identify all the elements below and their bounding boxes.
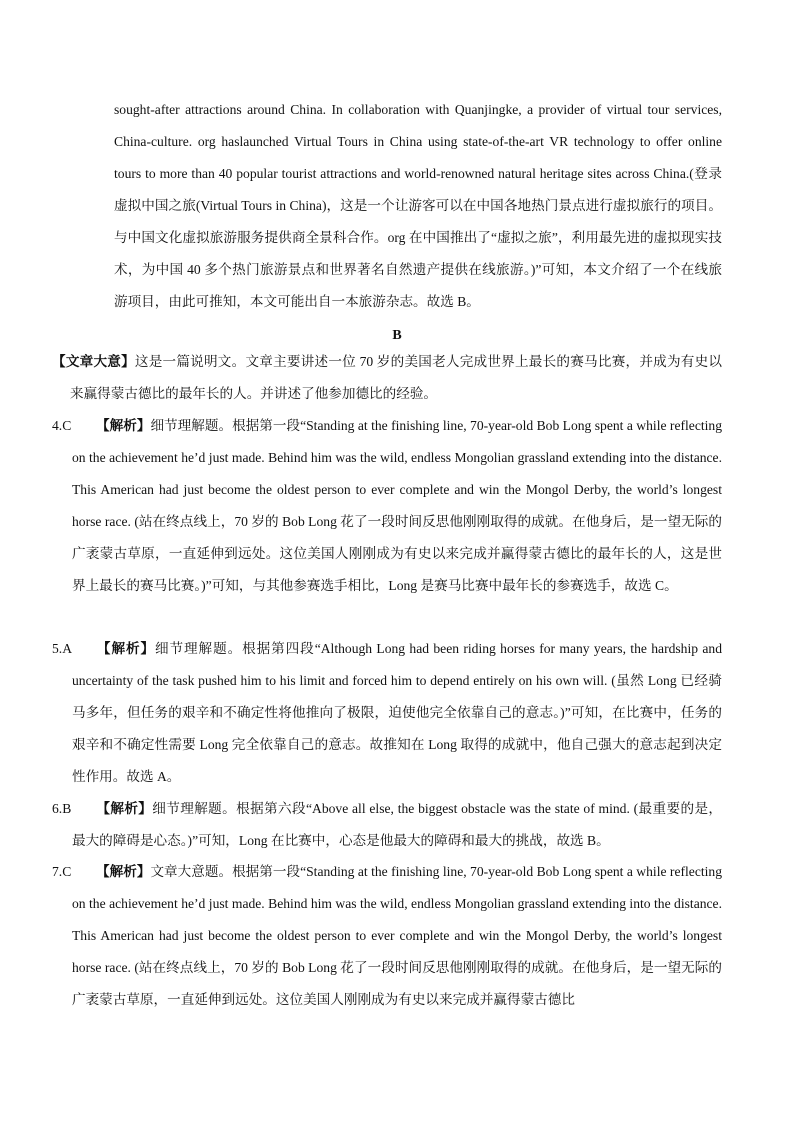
analysis-text: 细节理解题。根据第六段“Above all else, the biggest obstacle was the state of mind. (最重要的是，最大的障碍是心态。)”可知，Long 在比赛中，心态是他最大的障碍和最大的挑战，故选 B。 xyxy=(72,801,723,848)
summary-tag: 【文章大意】 xyxy=(52,354,135,369)
intro-paragraph: sought-after attractions around China. In collaboration with Quanjingke, a provider of virtual tour services, China-culture. org haslaunched Virtual Tours in China using state-of-the-art VR technology to offer online tours to more than 40 popular tourist attractions and world-renowned natural heritage sites across China.(登录虚拟中国之旅(Virtual Tours in China)，这是一个让游客可以在中国各地热门景点进行虚拟旅行的项目。与中国文化虚拟旅游服务提供商全景科合作。org 在中国推出了“虚拟之旅”，利用最先进的虚拟现实技术，为中国 40 多个热门旅游景点和世界著名自然遗产提供在线旅游。)”可知，本文介绍了一个在线旅游项目，由此可推知，本文可能出自一本旅游杂志。故选 B。 xyxy=(114,102,722,309)
answer-explanation xyxy=(52,856,722,1016)
question-number: 6.B xyxy=(52,801,72,816)
question-number: 5.A xyxy=(52,641,73,656)
answer-explanation xyxy=(52,633,722,793)
analysis-tag: 【解析】 xyxy=(96,801,153,816)
analysis-tag: 【解析】 xyxy=(96,418,151,433)
analysis-text: 文章大意题。根据第一段“Standing at the finishing line, 70-year-old Bob Long spent a while reflecting on the achievement he’d just made. Behind him was the wild, endless Mongolian grassland extending into the distance. This American had just become the oldest person to ever complete and win the Mongol Derby, the world’s longest horse race. (站在终点线上，70 岁的 Bob Long 花了一段时间反思他刚刚取得的成就。在他身后，是一望无际的广袤蒙古草原，一直延伸到远处。这位美国人刚刚成为有史以来完成并赢得蒙古德比 xyxy=(72,864,722,1007)
analysis-tag: 【解析】 xyxy=(96,864,151,879)
question-number: 7.C xyxy=(52,864,72,879)
article-summary xyxy=(52,346,722,410)
question-number: 4.C xyxy=(52,418,72,433)
answer-explanation xyxy=(52,793,722,857)
analysis-text: 细节理解题。根据第一段“Standing at the finishing line, 70-year-old Bob Long spent a while reflecting on the achievement he’d just made. Behind him was the wild, endless Mongolian grassland extending into the distance. This American had just become the oldest person to ever complete and win the Mongol Derby, the world’s longest horse race. (站在终点线上，70 岁的 Bob Long 花了一段时间反思他刚刚取得的成就。在他身后，是一望无际的广袤蒙古草原，一直延伸到远处。这位美国人刚刚成为有史以来完成并赢得蒙古德比的最年长的人，这是世界上最长的赛马比赛。)”可知，与其他参赛选手相比，Long 是赛马比赛中最年长的参赛选手，故选 C。 xyxy=(72,418,722,593)
answer-explanation xyxy=(52,410,722,602)
summary-text: 这是一篇说明文。文章主要讲述一位 70 岁的美国老人完成世界上最长的赛马比赛，并成为有史以来赢得蒙古德比的最年长的人。并讲述了他参加德比的经验。 xyxy=(70,354,723,401)
analysis-tag: 【解析】 xyxy=(96,641,155,656)
analysis-text: 细节理解题。根据第四段“Although Long had been riding horses for many years, the hardship and uncertainty of the task pushed him to his limit and forced him to depend entirely on his own will. (虽然 Long 已经骑马多年，但任务的艰辛和不确定性将他推向了极限，迫使他完全依靠自己的意志。)”可知，在比赛中，任务的艰辛和不确定性需要 Long 完全依靠自己的意志。故推知在 Long 取得的成就中，他自己强大的意志起到决定性作用。故选 A。 xyxy=(72,641,723,784)
section-label: B xyxy=(392,328,402,343)
